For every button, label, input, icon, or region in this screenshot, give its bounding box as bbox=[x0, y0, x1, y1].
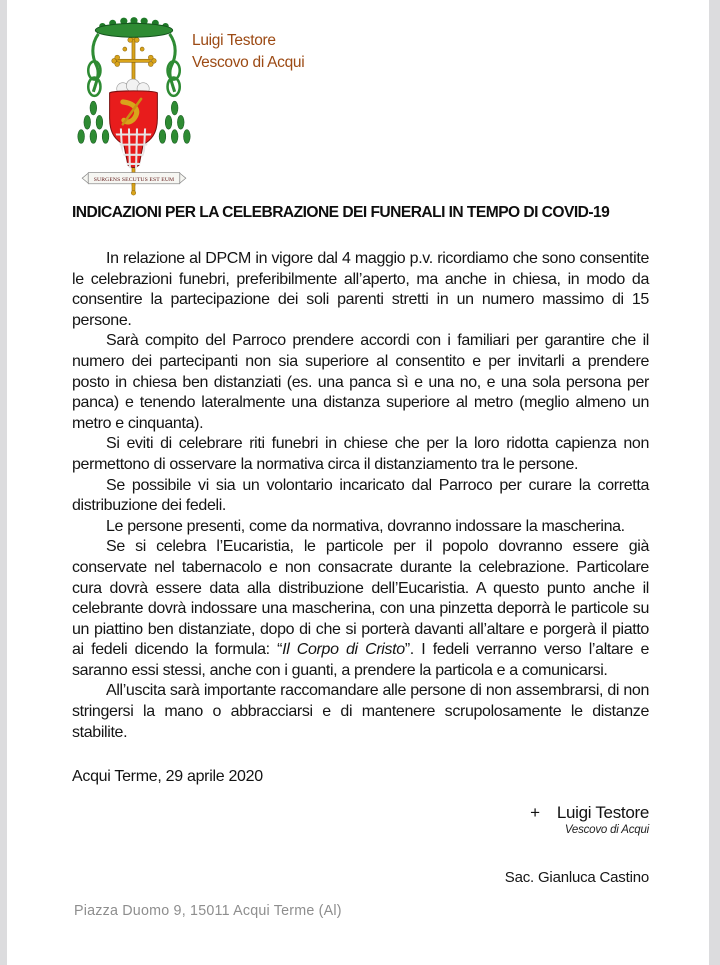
letterhead-sender bbox=[192, 30, 304, 74]
second-signer: Sac. Gianluca Castino bbox=[504, 869, 649, 887]
signature-title: Vescovo di Acqui bbox=[564, 824, 649, 837]
signature-name: Luigi Testore bbox=[556, 803, 649, 823]
document-title: INDICAZIONI PER LA CELEBRAZIONE DEI FUNERALI IN TEMPO DI COVID-19 bbox=[72, 204, 610, 221]
paragraph-1: In relazione al DPCM in vigore dal 4 maggio p.v. ricordiamo che sono consentite le celebrazioni funebri, preferibilmente all’aperto, ma anche in chiesa, in modo da consentire la partecipazione dei soli parenti stretti in un numero massimo di 15 persone. bbox=[72, 250, 649, 329]
paragraph-4: Se possibile vi sia un volontario incaricato dal Parroco per curare la corretta distribuzione dei fedeli. bbox=[72, 476, 649, 515]
sender-title: Vescovo di Acqui bbox=[192, 54, 305, 71]
paragraph-2: Sarà compito del Parroco prendere accordi con i familiari per garantire che il numero dei partecipanti non sia superiore al consentito e per invitarli a prendere posto in chiesa ben distanziati (es. una panca sì e una no, e una sola persona per panca) e tenendo lateralmente una distanza superiore al metro (meglio almeno un metro e cinquanta). bbox=[72, 332, 649, 432]
paragraph-6-italic: Il Corpo di Cristo bbox=[282, 641, 405, 659]
paragraph-3: Si eviti di celebrare riti funebri in chiese che per la loro ridotta capienza non permettono di osservare la normativa circa il distanziamento tra le persone. bbox=[72, 435, 649, 473]
paragraph-6 bbox=[72, 537, 649, 681]
page-edge-right bbox=[709, 0, 720, 965]
motto-text: SURGENS SECUTUS EST EUM bbox=[93, 176, 175, 183]
letter-body bbox=[72, 249, 649, 743]
shield-icon bbox=[110, 91, 158, 171]
footer-address: Piazza Duomo 9, 15011 Acqui Terme (Al) bbox=[74, 903, 342, 919]
sender-name: Luigi Testore bbox=[192, 32, 276, 49]
signature-block bbox=[72, 803, 649, 836]
paragraph-6-pre: Se si celebra l’Eucaristia, le particole per il popolo dovranno essere già conservate nel tabernacolo e non consacrate durante la celebrazione. Particolare cura dovrà essere data alla distribuzione dell’Eucaristia. A questo punto anche il celebrante dovrà indossare una mascherina, con una pinzetta deporrà le particole su un piattino ben distanziate, dopo di che si porterà davanti all’altare e porgerà il piatto ai fedeli dicendo la formula: “ bbox=[72, 538, 649, 659]
page-edge-left bbox=[0, 0, 7, 965]
paragraph-5: Le persone presenti, come da normativa, dovranno indossare la mascherina. bbox=[106, 517, 625, 535]
motto-banner bbox=[82, 173, 186, 184]
signature-name-row bbox=[72, 803, 649, 823]
staff-finial-icon bbox=[131, 183, 135, 195]
letter-content bbox=[72, 204, 649, 886]
coat-of-arms-crest bbox=[72, 14, 196, 196]
galero-hat-icon bbox=[95, 17, 172, 37]
signature-cross: + bbox=[530, 803, 540, 823]
bishop-coat-of-arms-icon bbox=[72, 14, 196, 196]
dateline: Acqui Terme, 29 aprile 2020 bbox=[72, 768, 263, 786]
paragraph-7: All’uscita sarà importante raccomandare alle persone di non assembrarsi, di non stringersi la mano o abbracciarsi e di mantenere scrupolosamente le distanze stabilite. bbox=[72, 682, 649, 741]
paragraph-6-post: ”. I fedeli verranno verso l’altare e saranno essi stessi, anche con i guanti, a prendere la particola e a comunicarsi. bbox=[72, 641, 649, 679]
